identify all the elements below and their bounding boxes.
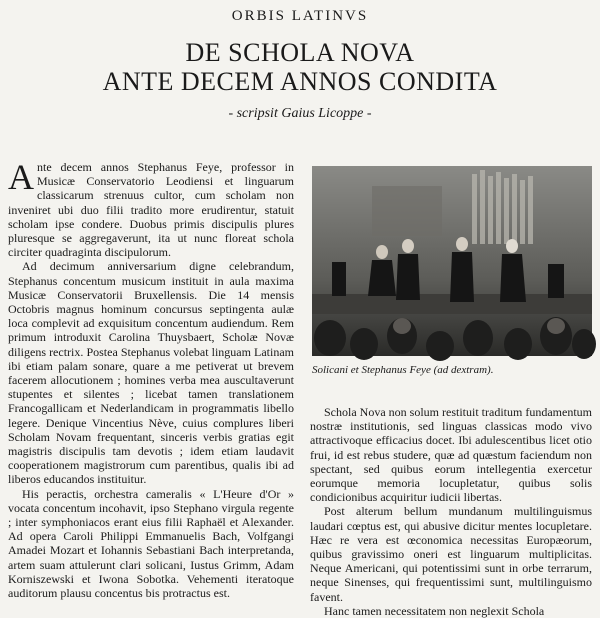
right-column [310, 405, 592, 618]
paragraph-5: Post alterum bellum mundanum multilinguismus laudari cœptus est, qui abusive dicitur mentes locupletare. Hæc re vera est œconomica necessitas Europæorum, quibus gravissimo oneri est linguarum multiplicitas. Neque Americani, qui potentissimi sunt in orbe terrarum, neque Sinenses, qui frequentissimi sunt, multilinguismo favent. [310, 504, 592, 604]
photo-caption: Solicani et Stephanus Feye (ad dextram). [312, 364, 494, 376]
paragraph-3: His peractis, orchestra cameralis « L'Heure d'Or » vocata concentum incohavit, ipso Stephano virgula regente ; inter symphoniacos erant eius filii Raphaël et Alexander. Ad opera Caroli Philippi Emmanuelis Bach, Volfgangi Amadei Mozart et Iohannis Sebastiani Bach interpretanda, artem suam attulerunt clari solicani, Iustus Grimm, Adam Korniszewski et Iwona Sobotka. Vehementi iteratoque auditorum plausu concentus bis protractus est. [8, 486, 294, 601]
article-title [0, 38, 600, 96]
paragraph-1-text: nte decem annos Stephanus Feye, professor in Musicæ Conservatorio Leodiensi et linguarum classicarum strenuus cultor, cum scholam non inveniret ubi duo filii tradito more erudirentur, statuit scholam ipse condere. Duobus primis discipulis plures pluresque se aggregaverunt, ita ut nunc floreat schola circiter quadraginta discipulorum. [8, 160, 294, 260]
paragraph-6: Hanc tamen necessitatem non neglexit Schola [324, 603, 545, 618]
byline: - scripsit Gaius Licoppe - [228, 106, 372, 121]
concert-photo-image [312, 166, 592, 356]
title-line-2: ANTE DECEM ANNOS CONDITA [102, 67, 498, 96]
drop-cap: A [8, 157, 34, 197]
paragraph-1 [8, 157, 294, 260]
running-head: ORBIS LATINVS [231, 8, 369, 24]
title-line-1: DE SCHOLA NOVA [185, 38, 415, 67]
paragraph-4: Schola Nova non solum restituit traditum fundamentum nostræ institutionis, sed linguas classicas modo vivo attractivoque efficacius docet. Ibi adulescentibus licet otio frui, id est rebus studere, quæ ad quæstum faciendum non spectant, sed quibus eorum intellegentia exercetur eorumque memoria locupletatur, quibus solis condicionibus acquiritur iudicii libertas. [310, 405, 592, 505]
left-column [8, 157, 294, 601]
concert-photo [312, 166, 592, 356]
paragraph-2: Ad decimum anniversarium digne celebrandum, Stephanus concentum musicum instituit in aula maxima Musicæ Conservatorii Bruxellensis. Die 14 mensis Octobris magnus hominum concursus septingenta aulæ loca complevit ad exquisitum concentum audiendum. Rem primum introduxit Carolina Thuysbaert, Scholæ Novæ diligens rectrix. Postea Stephanus volebat linguam Latinam ibi etiam palam sonare, quare a me petiverat ut brevem facerem allocutionem ; homines verba mea auscultaverunt stupentes et silentes ; licebat tamen translationem Francogallicam et Nederlandicam in programmatis libello legere. Denique Vincentius Nève, cuius complures liberi Scholam Novam frequentant, sinceris verbis gratias egit magistris discipulis tam devotis ; idem etiam laudavit cooperationem magistrorum cum parentibus, qualis ibi ad liberos educandos instituitur. [8, 259, 294, 487]
